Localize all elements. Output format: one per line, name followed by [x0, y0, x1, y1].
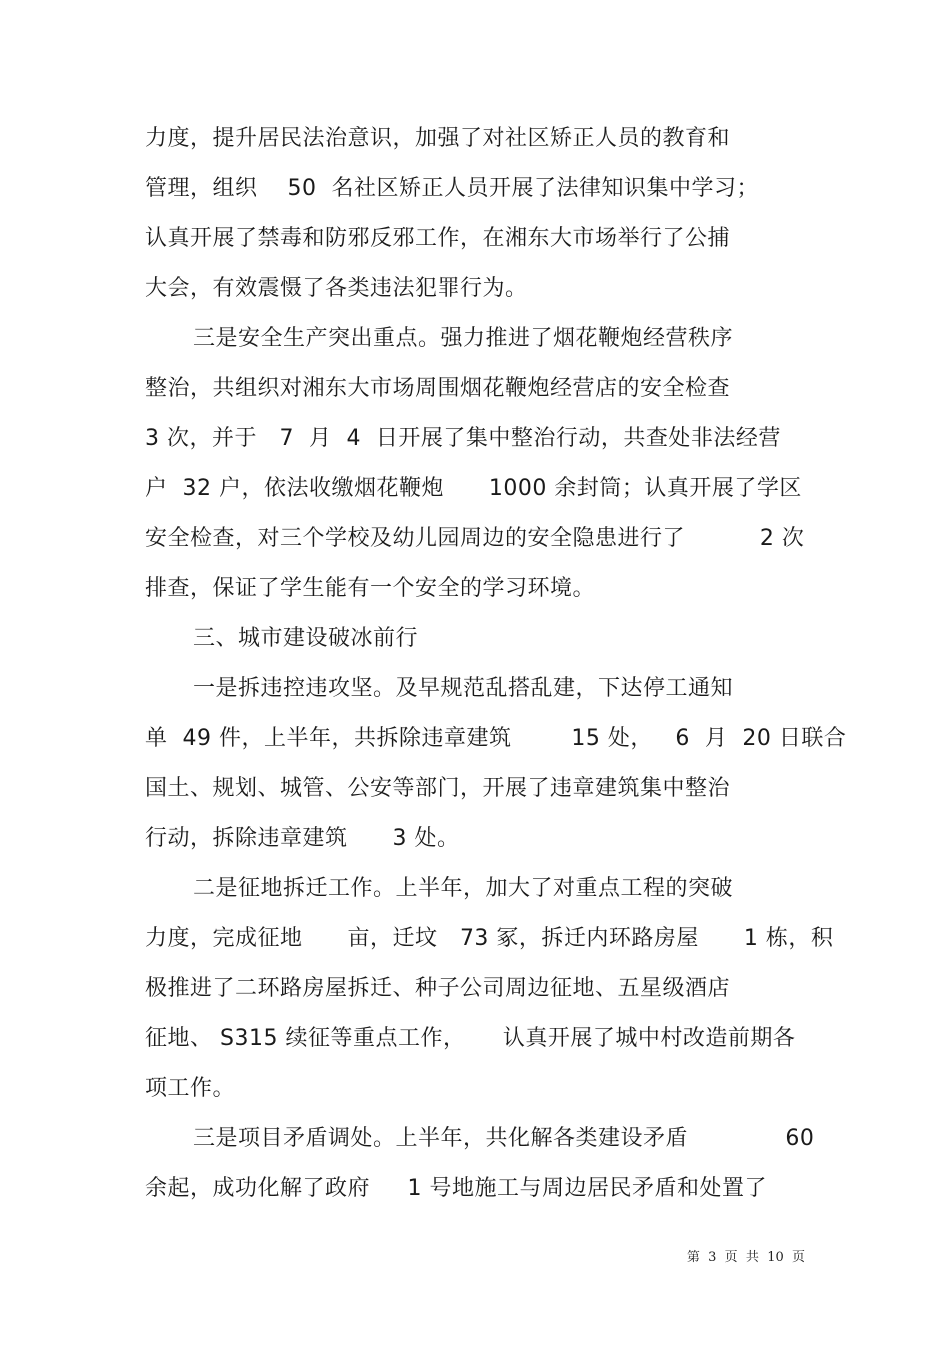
text-line-19: 征地、 S315 续征等重点工作， 认真开展了城中村改造前期各 — [145, 1026, 796, 1051]
text-line-2: 管理，组织 50 名社区矫正人员开展了法律知识集中学习； — [145, 176, 759, 201]
text-line-22: 余起，成功化解了政府 1 号地施工与周边居民矛盾和处置了 — [145, 1176, 767, 1201]
text-line-9: 安全检查，对三个学校及幼儿园周边的安全隐患进行了 2 次 — [145, 526, 805, 551]
text-line-1: 力度，提升居民法治意识，加强了对社区矫正人员的教育和 — [145, 126, 731, 151]
text-line-20: 项工作。 — [145, 1076, 236, 1101]
text-line-10: 排查，保证了学生能有一个安全的学习环境。 — [145, 576, 596, 601]
text-line-14: 国土、规划、城管、公安等部门，开展了违章建筑集中整治 — [145, 776, 731, 801]
paragraph-start-safety: 三是安全生产突出重点。强力推进了烟花鞭炮经营秩序 — [193, 326, 734, 351]
text-line-17: 力度，完成征地 亩，迁坟 73 冢，拆迁内环路房屋 1 栋，积 — [145, 926, 834, 951]
section-heading-urban-construction: 三、城市建设破冰前行 — [193, 626, 419, 651]
text-line-6: 整治，共组织对湘东大市场周围烟花鞭炮经营店的安全检查 — [145, 376, 731, 401]
paragraph-start-land-acquisition: 二是征地拆迁工作。上半年，加大了对重点工程的突破 — [193, 876, 734, 901]
text-line-15: 行动，拆除违章建筑 3 处。 — [145, 826, 460, 851]
text-line-7: 3 次，并于 7 月 4 日开展了集中整治行动，共查处非法经营 — [145, 426, 781, 451]
text-line-8: 户 32 户，依法收缴烟花鞭炮 1000 余封筒；认真开展了学区 — [145, 476, 802, 501]
text-line-18: 极推进了二环路房屋拆迁、种子公司周边征地、五星级酒店 — [145, 976, 731, 1001]
page-number-footer: 第 3 页 共 10 页 — [686, 1250, 805, 1265]
text-line-13: 单 49 件，上半年，共拆除违章建筑 15 处， 6 月 20 日联合 — [145, 726, 847, 751]
paragraph-start-dispute-mediation: 三是项目矛盾调处。上半年，共化解各类建设矛盾 60 — [193, 1126, 815, 1151]
paragraph-start-demolition: 一是拆违控违攻坚。及早规范乱搭乱建，下达停工通知 — [193, 676, 734, 701]
text-line-3: 认真开展了禁毒和防邪反邪工作，在湘东大市场举行了公捕 — [145, 226, 731, 251]
text-line-4: 大会，有效震慑了各类违法犯罪行为。 — [145, 276, 528, 301]
